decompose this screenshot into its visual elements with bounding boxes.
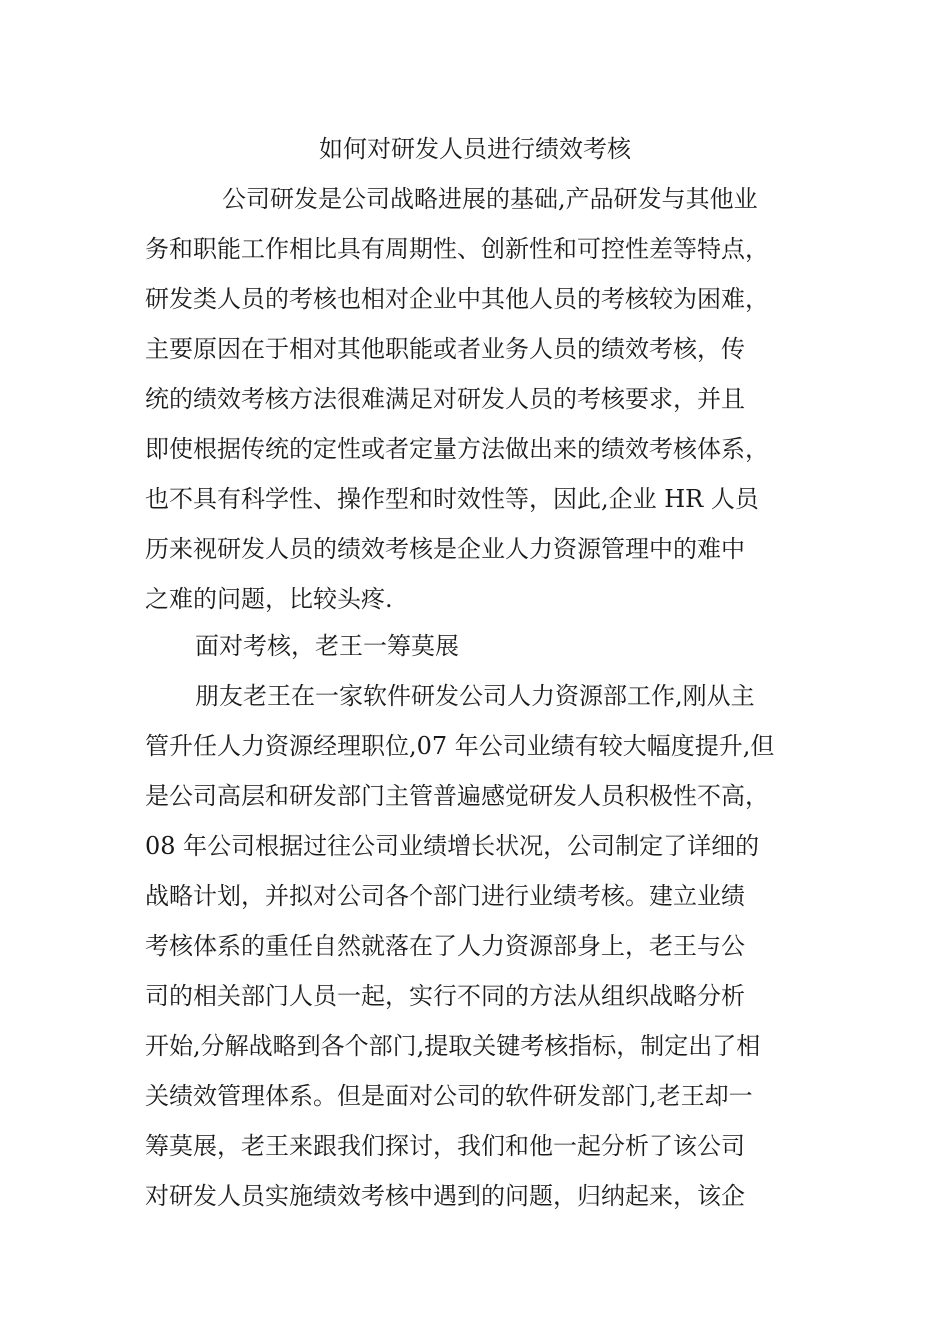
paragraph-line: 统的绩效考核方法很难满足对研发人员的考核要求，并且: [145, 385, 745, 413]
paragraph-line: 战略计划，并拟对公司各个部门进行业绩考核。建立业绩: [145, 882, 745, 910]
paragraph-line: 也不具有科学性、操作型和时效性等，因此,企业 HR 人员: [145, 485, 759, 513]
paragraph-line: 研发类人员的考核也相对企业中其他人员的考核较为困难，: [145, 285, 769, 313]
section-subheading: 面对考核，老王一筹莫展: [195, 632, 459, 660]
paragraph-story: [145, 671, 825, 1221]
paragraph-line: 司的相关部门人员一起，实行不同的方法从组织战略分析: [145, 982, 745, 1010]
paragraph-line: 之难的问题，比较头疼.: [145, 585, 393, 613]
paragraph-line: 公司研发是公司战略进展的基础,产品研发与其他业: [222, 185, 758, 213]
paragraph-line: 关绩效管理体系。但是面对公司的软件研发部门,老王却一: [145, 1082, 753, 1110]
paragraph-line: 管升任人力资源经理职位,07 年公司业绩有较大幅度提升,但: [145, 732, 775, 760]
paragraph-line: 主要原因在于相对其他职能或者业务人员的绩效考核，传: [145, 335, 745, 363]
document-title: 如何对研发人员进行绩效考核: [319, 135, 631, 163]
paragraph-line: 朋友老王在一家软件研发公司人力资源部工作,刚从主: [195, 682, 755, 710]
paragraph-line: 08 年公司根据过往公司业绩增长状况，公司制定了详细的: [145, 832, 760, 860]
paragraph-line: 务和职能工作相比具有周期性、创新性和可控性差等特点，: [145, 235, 769, 263]
paragraph-line: 开始,分解战略到各个部门,提取关键考核指标，制定出了相: [145, 1032, 761, 1060]
paragraph-intro: [145, 174, 825, 624]
paragraph-line: 对研发人员实施绩效考核中遇到的问题，归纳起来，该企: [145, 1182, 745, 1210]
section-subheading-block: [145, 621, 825, 671]
paragraph-line: 即使根据传统的定性或者定量方法做出来的绩效考核体系，: [145, 435, 769, 463]
paragraph-line: 是公司高层和研发部门主管普遍感觉研发人员积极性不高，: [145, 782, 769, 810]
paragraph-line: 筹莫展，老王来跟我们探讨，我们和他一起分析了该公司: [145, 1132, 745, 1160]
paragraph-line: 历来视研发人员的绩效考核是企业人力资源管理中的难中: [145, 535, 745, 563]
paragraph-line: 考核体系的重任自然就落在了人力资源部身上，老王与公: [145, 932, 745, 960]
